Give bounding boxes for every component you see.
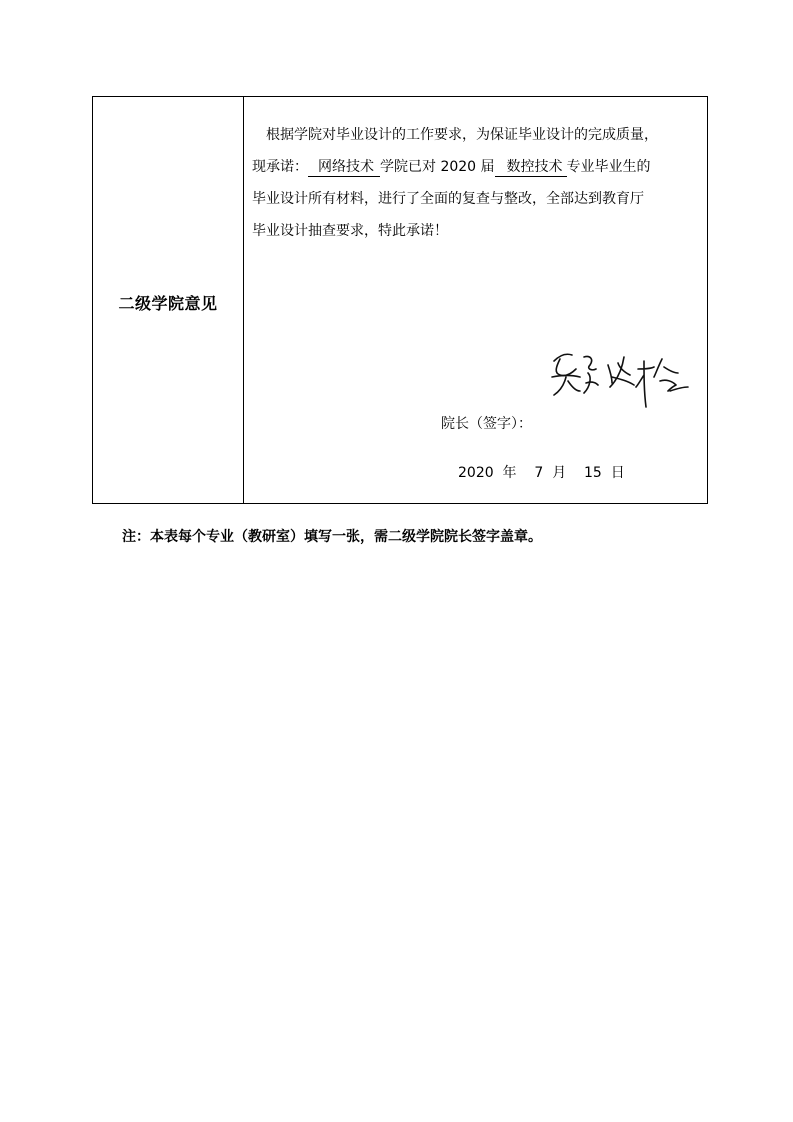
commitment-line-3: 毕业设计所有材料，进行了全面的复查与整改，全部达到教育厅 xyxy=(252,191,644,207)
date-month-unit: 月 xyxy=(552,465,567,481)
commitment-line-4: 毕业设计抽查要求，特此承诺！ xyxy=(252,223,448,239)
handwritten-signature xyxy=(546,347,696,421)
commitment-paragraph xyxy=(252,119,702,247)
major-name-field: 数控技术 xyxy=(495,158,567,177)
signing-date xyxy=(458,462,625,482)
commitment-line-2 xyxy=(252,151,702,183)
opinion-table xyxy=(92,96,708,504)
content-cell xyxy=(244,97,707,503)
section-label: 二级学院意见 xyxy=(118,293,218,313)
date-day: 15 xyxy=(584,465,602,481)
date-day-unit: 日 xyxy=(610,465,625,481)
commitment-prefix: 现承诺： xyxy=(252,159,308,175)
principal-signature-label: 院长（签字）： xyxy=(441,416,532,432)
commitment-mid: 学院已对 2020 届 xyxy=(380,159,495,175)
commitment-suffix: 专业毕业生的 xyxy=(566,159,651,175)
date-year-unit: 年 xyxy=(502,465,517,481)
commitment-line-1: 根据学院对毕业设计的工作要求，为保证毕业设计的完成质量， xyxy=(266,127,658,143)
label-cell xyxy=(93,97,244,503)
date-month: 7 xyxy=(534,465,544,481)
footnote: 注：本表每个专业（教研室）填写一张，需二级学院院长签字盖章。 xyxy=(122,529,542,545)
date-year: 2020 xyxy=(458,465,494,481)
school-name-field: 网络技术 xyxy=(308,158,380,177)
